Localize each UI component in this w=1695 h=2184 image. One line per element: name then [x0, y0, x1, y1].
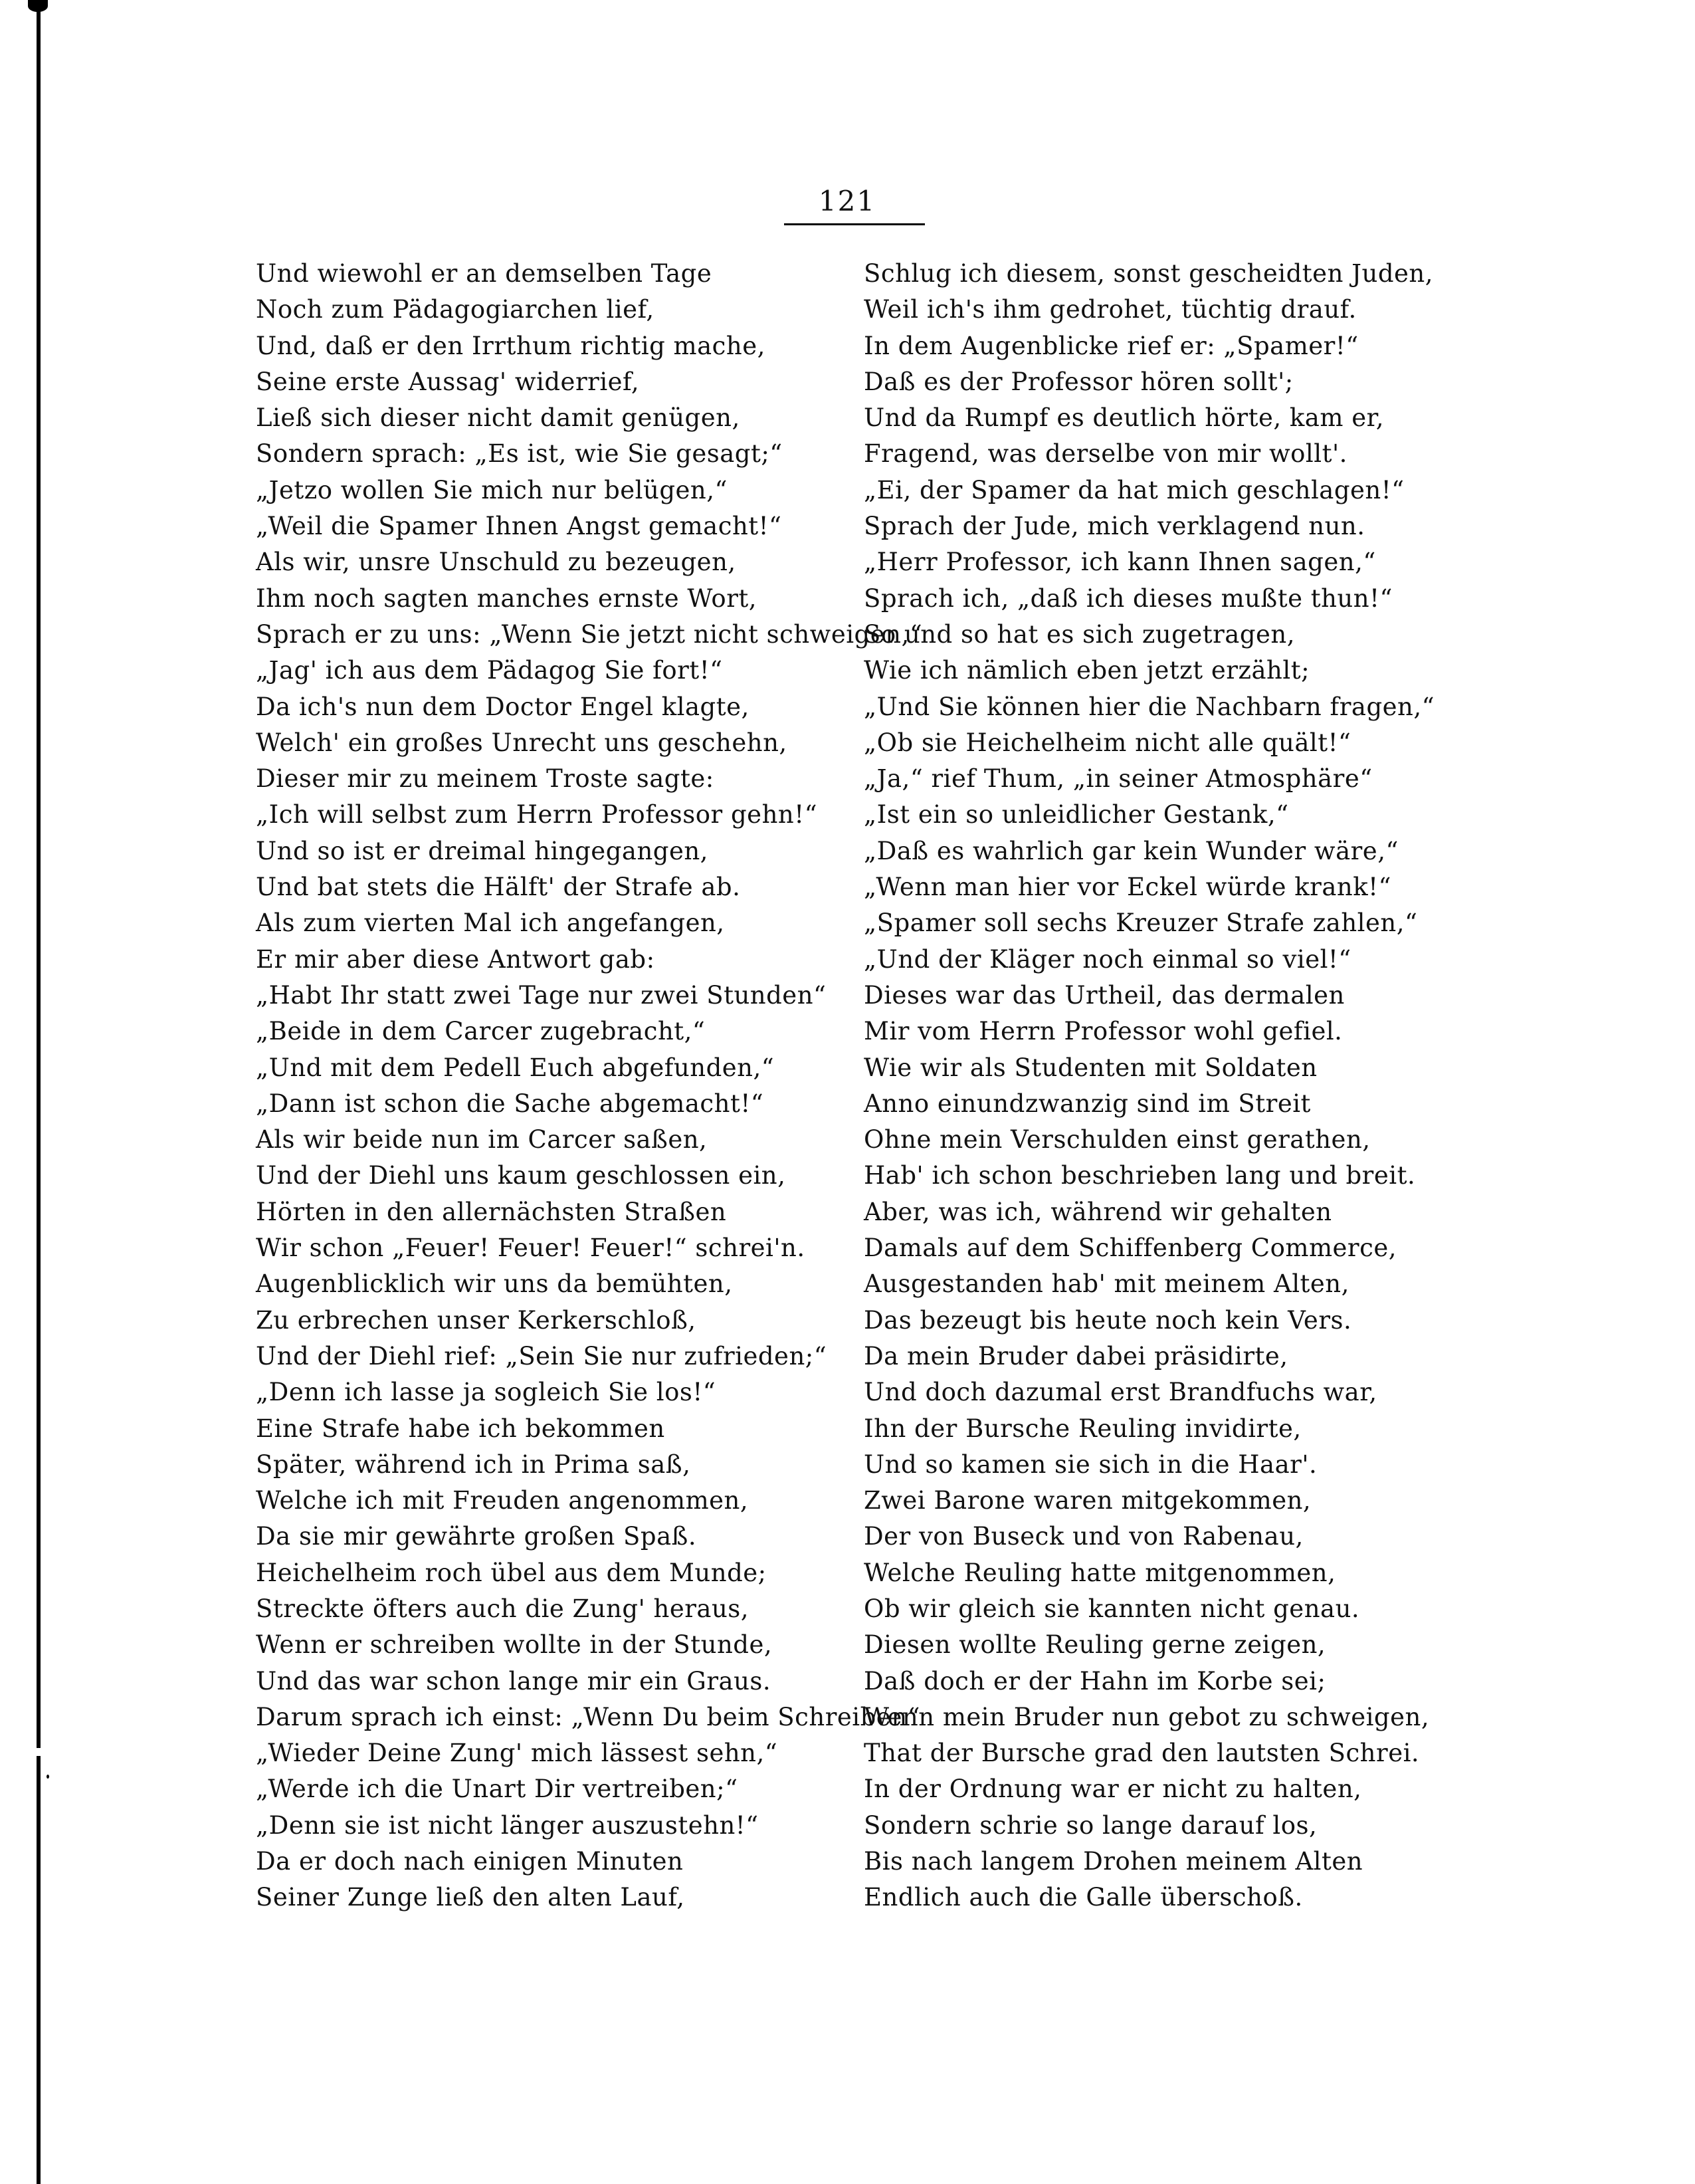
verse-line: Sprach der Jude, mich verklagend nun. — [864, 512, 1365, 541]
verse-line: Aber, was ich, während wir gehalten — [864, 1197, 1332, 1226]
verse-line: Damals auf dem Schiffenberg Commerce, — [864, 1234, 1397, 1263]
verse-line: Augenblicklich wir uns da bemühten, — [256, 1269, 733, 1299]
verse-line: Sprach er zu uns: „Wenn Sie jetzt nicht schweigen,“ — [256, 619, 923, 649]
verse-line: That der Bursche grad den lautsten Schrei. — [864, 1739, 1420, 1768]
verse-line: Eine Strafe habe ich bekommen — [256, 1414, 665, 1443]
verse-line: Fragend, was derselbe von mir wollt'. — [864, 439, 1347, 469]
verse-line: „Weil die Spamer Ihnen Angst gemacht!“ — [256, 512, 782, 541]
verse-line: Und doch dazumal erst Brandfuchs war, — [864, 1378, 1377, 1407]
verse-line: Und da Rumpf es deutlich hörte, kam er, — [864, 403, 1384, 433]
verse-line: „Herr Professor, ich kann Ihnen sagen,“ — [864, 548, 1376, 577]
verse-line: Darum sprach ich einst: „Wenn Du beim Schreiben“ — [256, 1702, 920, 1731]
verse-line: Ließ sich dieser nicht damit genügen, — [256, 403, 740, 433]
scan-edge-gap — [33, 1748, 44, 1756]
verse-line: Bis nach langem Drohen meinem Alten — [864, 1847, 1363, 1876]
verse-line: „Ich will selbst zum Herrn Professor gehn!“ — [256, 800, 818, 829]
verse-line: „Wenn man hier vor Eckel würde krank!“ — [864, 873, 1391, 902]
verse-line: „Ob sie Heichelheim nicht alle quält!“ — [864, 728, 1351, 757]
verse-line: Anno einundzwanzig sind im Streit — [864, 1089, 1311, 1118]
verse-line: „Spamer soll sechs Kreuzer Strafe zahlen,“ — [864, 909, 1418, 938]
verse-line: „Beide in dem Carcer zugebracht,“ — [256, 1017, 706, 1046]
verse-line: „Dann ist schon die Sache abgemacht!“ — [256, 1089, 764, 1118]
verse-line: Und so kamen sie sich in die Haar'. — [864, 1450, 1318, 1479]
verse-line: „Ja,“ rief Thum, „in seiner Atmosphäre“ — [864, 764, 1373, 794]
verse-line: Wenn mein Bruder nun gebot zu schweigen, — [864, 1702, 1430, 1731]
verse-line: „Denn ich lasse ja sogleich Sie los!“ — [256, 1378, 716, 1407]
verse-line: „Jetzo wollen Sie mich nur belügen,“ — [256, 475, 728, 504]
verse-line: Er mir aber diese Antwort gab: — [256, 944, 655, 974]
verse-line: Als zum vierten Mal ich angefangen, — [256, 909, 725, 938]
verse-line: „Habt Ihr statt zwei Tage nur zwei Stunden“ — [256, 980, 827, 1010]
verse-line: Ob wir gleich sie kannten nicht genau. — [864, 1594, 1360, 1623]
verse-line: Seiner Zunge ließ den alten Lauf, — [256, 1883, 685, 1912]
verse-line: Welch' ein großes Unrecht uns geschehn, — [256, 728, 787, 757]
verse-line: Dieser mir zu meinem Troste sagte: — [256, 764, 714, 794]
verse-line: Ohne mein Verschulden einst gerathen, — [864, 1125, 1371, 1154]
verse-line: „Ei, der Spamer da hat mich geschlagen!“ — [864, 475, 1405, 504]
verse-line: „Wieder Deine Zung' mich lässest sehn,“ — [256, 1739, 778, 1768]
verse-line: Und, daß er den Irrthum richtig mache, — [256, 331, 765, 360]
verse-column-right — [864, 256, 1448, 1916]
scan-edge-blot — [28, 0, 48, 12]
verse-line: Und das war schon lange mir ein Graus. — [256, 1666, 771, 1695]
verse-line: Als wir beide nun im Carcer saßen, — [256, 1125, 708, 1154]
verse-line: Daß doch er der Hahn im Korbe sei; — [864, 1666, 1326, 1695]
verse-line: In dem Augenblicke rief er: „Spamer!“ — [864, 331, 1359, 360]
verse-line: Da mein Bruder dabei präsidirte, — [864, 1341, 1288, 1370]
verse-line: Hab' ich schon beschrieben lang und breit. — [864, 1161, 1416, 1190]
verse-line: Und der Diehl rief: „Sein Sie nur zufrieden;“ — [256, 1341, 827, 1370]
verse-line: Das bezeugt bis heute noch kein Vers. — [864, 1305, 1352, 1335]
verse-line: So und so hat es sich zugetragen, — [864, 619, 1296, 649]
verse-line: Wie wir als Studenten mit Soldaten — [864, 1053, 1318, 1082]
verse-line: „Und mit dem Pedell Euch abgefunden,“ — [256, 1053, 775, 1082]
verse-line: Welche ich mit Freuden angenommen, — [256, 1486, 749, 1515]
verse-line: Da sie mir gewährte großen Spaß. — [256, 1522, 697, 1551]
verse-line: Sprach ich, „daß ich dieses mußte thun!“ — [864, 584, 1393, 613]
verse-line: Hörten in den allernächsten Straßen — [256, 1197, 727, 1226]
verse-line: Zwei Barone waren mitgekommen, — [864, 1486, 1312, 1515]
verse-line: Schlug ich diesem, sonst gescheidten Juden, — [864, 259, 1433, 288]
verse-line: Später, während ich in Prima saß, — [256, 1450, 691, 1479]
verse-line: Und so ist er dreimal hingegangen, — [256, 836, 708, 865]
verse-line: Ausgestanden hab' mit meinem Alten, — [864, 1269, 1349, 1299]
scan-speck — [47, 1775, 49, 1779]
scan-binding-edge — [37, 0, 41, 2184]
verse-line: Zu erbrechen unser Kerkerschloß, — [256, 1305, 696, 1335]
page-number: 121 — [818, 185, 876, 217]
header-rule — [784, 223, 925, 225]
verse-line: Heichelheim roch übel aus dem Munde; — [256, 1558, 767, 1587]
verse-line: Und der Diehl uns kaum geschlossen ein, — [256, 1161, 786, 1190]
verse-line: Sondern schrie so lange darauf los, — [864, 1810, 1318, 1840]
verse-line: Und wiewohl er an demselben Tage — [256, 259, 712, 288]
verse-line: „Und der Kläger noch einmal so viel!“ — [864, 944, 1351, 974]
verse-line: Ihm noch sagten manches ernste Wort, — [256, 584, 757, 613]
verse-line: Streckte öfters auch die Zung' heraus, — [256, 1594, 749, 1623]
verse-line: „Denn sie ist nicht länger auszustehn!“ — [256, 1810, 759, 1840]
verse-line: Weil ich's ihm gedrohet, tüchtig drauf. — [864, 295, 1357, 324]
verse-line: Als wir, unsre Unschuld zu bezeugen, — [256, 548, 736, 577]
verse-line: „Jag' ich aus dem Pädagog Sie fort!“ — [256, 656, 723, 685]
verse-line: „Und Sie können hier die Nachbarn fragen,“ — [864, 692, 1435, 721]
verse-line: Ihn der Bursche Reuling invidirte, — [864, 1414, 1302, 1443]
verse-line: Seine erste Aussag' widerrief, — [256, 367, 640, 396]
verse-line: Welche Reuling hatte mitgenommen, — [864, 1558, 1336, 1587]
verse-line: Endlich auch die Galle überschoß. — [864, 1883, 1303, 1912]
verse-line: Sondern sprach: „Es ist, wie Sie gesagt;“ — [256, 439, 783, 469]
verse-column-left — [256, 256, 923, 1916]
verse-line: Wenn er schreiben wollte in der Stunde, — [256, 1630, 773, 1660]
verse-line: Diesen wollte Reuling gerne zeigen, — [864, 1630, 1326, 1660]
verse-line: „Daß es wahrlich gar kein Wunder wäre,“ — [864, 836, 1399, 865]
verse-line: Da ich's nun dem Doctor Engel klagte, — [256, 692, 749, 721]
verse-line: Dieses war das Urtheil, das dermalen — [864, 980, 1345, 1010]
verse-line: Da er doch nach einigen Minuten — [256, 1847, 684, 1876]
verse-line: „Ist ein so unleidlicher Gestank,“ — [864, 800, 1289, 829]
verse-line: Und bat stets die Hälft' der Strafe ab. — [256, 873, 741, 902]
verse-line: Noch zum Pädagogiarchen lief, — [256, 295, 654, 324]
verse-line: Wir schon „Feuer! Feuer! Feuer!“ schrei'n. — [256, 1234, 805, 1263]
verse-line: In der Ordnung war er nicht zu halten, — [864, 1775, 1362, 1804]
verse-line: Der von Buseck und von Rabenau, — [864, 1522, 1304, 1551]
verse-line: Mir vom Herrn Professor wohl gefiel. — [864, 1017, 1343, 1046]
verse-line: „Werde ich die Unart Dir vertreiben;“ — [256, 1775, 738, 1804]
verse-line: Daß es der Professor hören sollt'; — [864, 367, 1294, 396]
verse-line: Wie ich nämlich eben jetzt erzählt; — [864, 656, 1310, 685]
